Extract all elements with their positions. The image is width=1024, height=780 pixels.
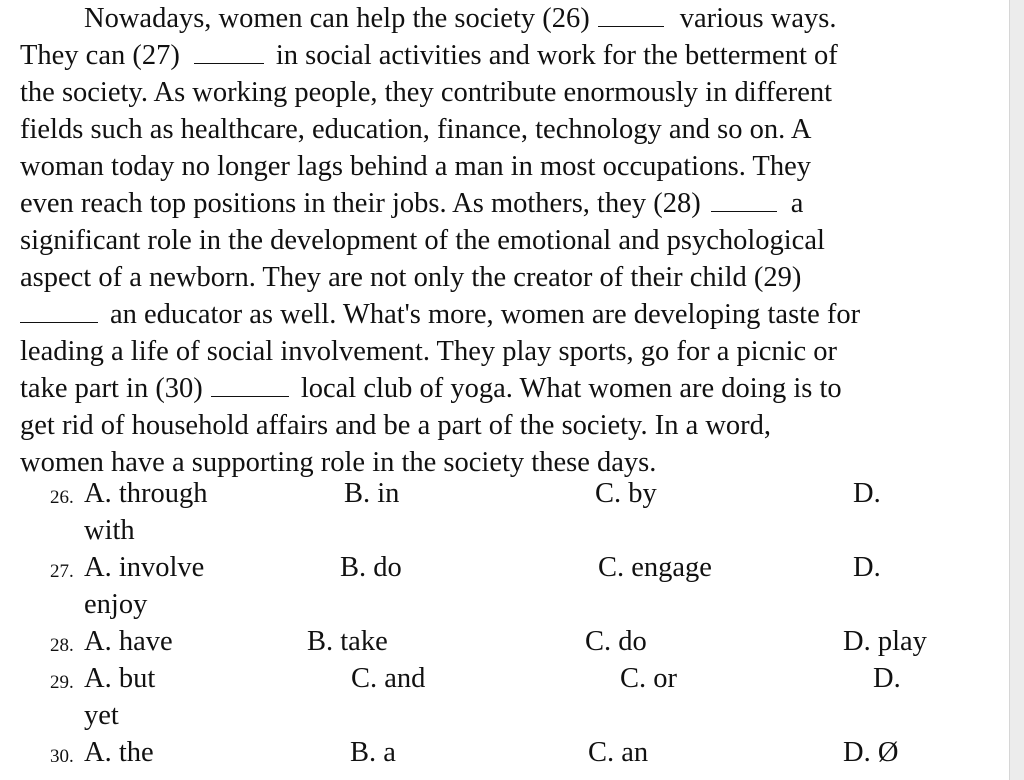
- option-c[interactable]: C. an: [588, 737, 649, 768]
- question-number: 26.: [50, 487, 74, 508]
- passage-text: local club of yoga. What women are doing is to: [300, 373, 842, 404]
- passage-line: significant role in the development of the emotional and psychological: [20, 225, 825, 256]
- passage-line: [20, 185, 980, 222]
- passage-text: various ways.: [679, 3, 837, 34]
- passage-line: woman today no longer lags behind a man in most occupations. They: [20, 151, 811, 182]
- passage-line: women have a supporting role in the society these days.: [20, 447, 657, 478]
- option-b[interactable]: B. in: [344, 478, 400, 509]
- question-number: 29.: [50, 672, 74, 693]
- reading-passage: [20, 0, 980, 481]
- option-d-continuation: enjoy: [84, 589, 148, 620]
- passage-text: in social activities and work for the betterment of: [275, 40, 838, 71]
- passage-line: fields such as healthcare, education, finance, technology and so on. A: [20, 114, 812, 145]
- option-b[interactable]: B. take: [307, 626, 388, 657]
- question-number: 30.: [50, 746, 74, 767]
- passage-line: [20, 296, 980, 333]
- blank-30[interactable]: [211, 374, 289, 397]
- passage-text: take part in (30): [20, 373, 203, 404]
- option-c[interactable]: C. engage: [598, 552, 712, 583]
- option-c[interactable]: C. by: [595, 478, 657, 509]
- passage-text: an educator as well. What's more, women are developing taste for: [110, 299, 861, 330]
- passage-text: Nowadays, women can help the society (26): [84, 3, 590, 34]
- option-b[interactable]: B. a: [350, 737, 396, 768]
- passage-text: even reach top positions in their jobs. As mothers, they (28): [20, 188, 701, 219]
- option-a[interactable]: A. have: [84, 626, 173, 657]
- option-a[interactable]: A. but: [84, 663, 156, 694]
- blank-26[interactable]: [598, 4, 664, 27]
- page-edge: [1009, 0, 1024, 780]
- option-a[interactable]: A. through: [84, 478, 208, 509]
- option-c[interactable]: C. or: [620, 663, 677, 694]
- question-number: 28.: [50, 635, 74, 656]
- blank-28[interactable]: [711, 189, 777, 212]
- option-d[interactable]: D.: [873, 663, 901, 694]
- option-b[interactable]: B. do: [340, 552, 402, 583]
- passage-text: They can (27): [20, 40, 180, 71]
- option-d[interactable]: D.: [853, 552, 881, 583]
- passage-line: leading a life of social involvement. They play sports, go for a picnic or: [20, 336, 838, 367]
- option-a[interactable]: A. the: [84, 737, 154, 768]
- option-d[interactable]: D. play: [843, 626, 927, 657]
- passage-line: [20, 0, 980, 37]
- option-d[interactable]: D. Ø: [843, 737, 899, 768]
- option-d-continuation: yet: [84, 700, 119, 731]
- option-d[interactable]: D.: [853, 478, 881, 509]
- question-number: 27.: [50, 561, 74, 582]
- passage-line: aspect of a newborn. They are not only the creator of their child (29): [20, 262, 802, 293]
- blank-29[interactable]: [20, 300, 98, 323]
- option-c[interactable]: C. do: [585, 626, 647, 657]
- option-d-continuation: with: [84, 515, 135, 546]
- option-a[interactable]: A. involve: [84, 552, 205, 583]
- passage-text: a: [790, 188, 804, 219]
- passage-line: [20, 37, 980, 74]
- passage-line: [20, 370, 980, 407]
- blank-27[interactable]: [194, 41, 264, 64]
- passage-line: the society. As working people, they contribute enormously in different: [20, 77, 833, 108]
- option-b[interactable]: C. and: [351, 663, 426, 694]
- passage-line: get rid of household affairs and be a part of the society. In a word,: [20, 410, 772, 441]
